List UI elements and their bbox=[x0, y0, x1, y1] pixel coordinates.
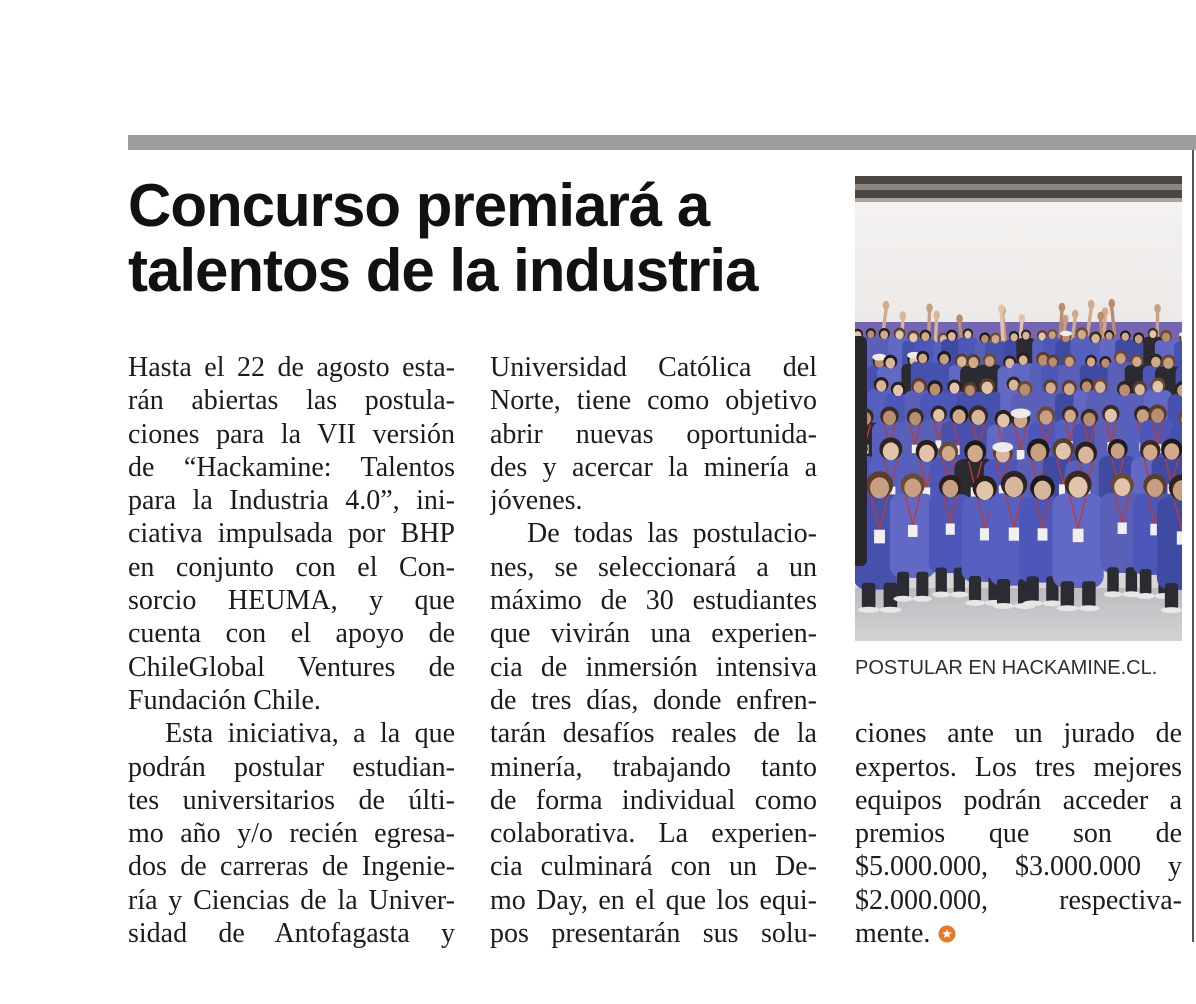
person-face bbox=[949, 383, 959, 394]
person-face bbox=[1064, 410, 1075, 423]
person-shoe bbox=[1104, 591, 1122, 597]
text-line: ChileGlobal Ventures de bbox=[128, 651, 455, 683]
person-face bbox=[914, 381, 925, 393]
person-face bbox=[870, 477, 889, 498]
text-line: sorcio HEUMA, y que bbox=[128, 585, 455, 617]
text-line: de forma individual como bbox=[490, 784, 817, 816]
person-face bbox=[1147, 479, 1163, 497]
person-leg bbox=[1107, 567, 1118, 593]
text-line: ría y Ciencias de la Univer- bbox=[128, 884, 455, 916]
text-line: $5.000.000, $3.000.000 y bbox=[855, 851, 1182, 883]
text-line: pos presentarán sus solu- bbox=[490, 918, 817, 950]
name-badge bbox=[946, 523, 955, 534]
person-face bbox=[1095, 381, 1105, 392]
person-face bbox=[876, 380, 886, 391]
text-line: des y acercar la minería a bbox=[490, 451, 817, 483]
person-shoe bbox=[1161, 607, 1182, 613]
raised-hand bbox=[933, 311, 940, 320]
person-face bbox=[985, 356, 994, 366]
person-face bbox=[918, 354, 927, 364]
person-face bbox=[1049, 357, 1057, 366]
person-face bbox=[942, 480, 958, 498]
text-line: mo Day, en el que los equi- bbox=[490, 884, 817, 916]
person-leg bbox=[897, 572, 909, 598]
raised-arm bbox=[935, 319, 936, 345]
person-face bbox=[948, 332, 956, 341]
text-line: que vivirán una experien- bbox=[490, 618, 817, 650]
person-face bbox=[1046, 383, 1056, 394]
text-line: cia culminará con un De- bbox=[490, 851, 817, 883]
text-line: equipos podrán acceder a bbox=[855, 784, 1182, 816]
raised-hand bbox=[883, 301, 890, 310]
raised-hand bbox=[900, 311, 907, 320]
text-line: tarán desafíos reales de la bbox=[490, 718, 817, 750]
name-badge bbox=[1009, 528, 1020, 541]
photo-ceiling-edge bbox=[855, 198, 1182, 202]
text-line: para la Industria 4.0”, ini- bbox=[128, 485, 455, 517]
person-shoe bbox=[880, 607, 902, 613]
person-face bbox=[1091, 334, 1099, 343]
raised-hand bbox=[956, 314, 963, 323]
person-leg bbox=[916, 572, 928, 598]
text-line bbox=[855, 917, 1182, 950]
person-leg bbox=[969, 576, 981, 602]
person-shoe bbox=[965, 600, 985, 606]
end-mark-icon bbox=[938, 925, 956, 943]
raised-hand bbox=[998, 305, 1005, 314]
raised-hand bbox=[1108, 299, 1115, 308]
person-face bbox=[1038, 355, 1048, 366]
raised-arm bbox=[1104, 316, 1105, 342]
person-face bbox=[1065, 357, 1074, 367]
text-line: de tres días, donde enfren- bbox=[490, 684, 817, 716]
person-face bbox=[976, 481, 993, 500]
person-shoe bbox=[913, 596, 932, 602]
person-face bbox=[1122, 333, 1129, 341]
person-face bbox=[1151, 357, 1161, 368]
raised-arm bbox=[1001, 313, 1002, 339]
person-cap bbox=[1011, 408, 1031, 418]
person-leg bbox=[1026, 576, 1038, 602]
person-face bbox=[997, 414, 1009, 428]
text-line: Hasta el 22 de agosto esta- bbox=[128, 352, 455, 383]
headline bbox=[128, 173, 757, 303]
end-mark-icon-graphic bbox=[938, 925, 956, 943]
raised-hand bbox=[1088, 300, 1095, 309]
person-face bbox=[1151, 408, 1164, 422]
person-face bbox=[1064, 383, 1075, 395]
person-face bbox=[1056, 443, 1071, 460]
name-badge bbox=[1177, 531, 1182, 544]
person-face bbox=[885, 358, 895, 369]
text-line: rán abiertas las postula- bbox=[128, 385, 455, 417]
name-badge bbox=[980, 528, 990, 540]
headline-line: Concurso premiará a bbox=[128, 172, 710, 239]
name-badge bbox=[1073, 529, 1084, 542]
person-face bbox=[880, 330, 888, 339]
person-leg bbox=[862, 583, 876, 609]
person-leg bbox=[997, 579, 1010, 605]
person-face bbox=[957, 356, 967, 367]
person-face bbox=[1087, 357, 1095, 366]
person-leg bbox=[884, 583, 898, 609]
person-leg bbox=[1165, 583, 1178, 609]
person-face bbox=[883, 411, 896, 425]
person-face bbox=[1034, 481, 1051, 500]
person-face bbox=[1010, 333, 1017, 341]
raised-hand bbox=[1154, 304, 1161, 313]
person-face bbox=[1009, 380, 1019, 391]
text-line-text: mente. bbox=[855, 918, 931, 950]
person-leg bbox=[936, 568, 947, 594]
name-badge bbox=[1038, 528, 1048, 540]
article-column-3 bbox=[855, 717, 1182, 950]
raised-hand bbox=[1059, 303, 1066, 312]
text-line: colaborativa. La experien- bbox=[490, 818, 817, 850]
person-face bbox=[1078, 446, 1093, 463]
text-line: De todas las postulacio- bbox=[527, 518, 817, 550]
person-face bbox=[921, 332, 929, 341]
person-face bbox=[1135, 335, 1143, 344]
person-face bbox=[1164, 443, 1179, 460]
person-face bbox=[971, 410, 985, 425]
person-face bbox=[1082, 381, 1092, 392]
text-line: cuenta con el apoyo de bbox=[128, 618, 455, 650]
person-leg bbox=[1082, 581, 1095, 607]
person-face bbox=[867, 330, 874, 338]
column-divider-rule bbox=[1192, 150, 1194, 942]
person-leg bbox=[1061, 581, 1074, 607]
group-photo bbox=[855, 176, 1182, 641]
person-face bbox=[1049, 331, 1056, 339]
person-face bbox=[1114, 478, 1130, 496]
person-face bbox=[992, 335, 1000, 344]
person-shoe bbox=[1057, 605, 1079, 611]
photo-caption: POSTULAR EN HACKAMINE.CL. bbox=[855, 657, 1158, 679]
person-face bbox=[1162, 333, 1170, 342]
person-face bbox=[942, 446, 956, 461]
text-line: podrán postular estudian- bbox=[128, 751, 455, 783]
name-badge bbox=[1017, 450, 1025, 460]
raised-hand bbox=[1072, 310, 1079, 319]
person-face bbox=[1106, 332, 1113, 340]
person-shoe bbox=[1136, 593, 1155, 599]
text-line: $2.000.000, respectiva- bbox=[855, 884, 1182, 916]
person-shoe bbox=[1023, 600, 1043, 606]
person-shoe bbox=[932, 592, 950, 598]
person-face bbox=[893, 385, 903, 396]
text-line: abrir nuevas oportunida- bbox=[490, 418, 817, 450]
text-line: en conjunto con el Con- bbox=[128, 551, 455, 583]
person-shoe bbox=[858, 607, 880, 613]
person-face bbox=[1119, 384, 1130, 396]
person-face bbox=[939, 354, 949, 365]
person-face bbox=[933, 409, 944, 422]
text-line: minería, trabajando tanto bbox=[490, 751, 817, 783]
person-face bbox=[1078, 330, 1086, 339]
person-face bbox=[1083, 413, 1095, 427]
person-face bbox=[1005, 477, 1023, 498]
text-line: Norte, tiene como objetivo bbox=[490, 385, 817, 417]
person-face bbox=[883, 442, 899, 460]
text-line: ciones ante un jurado de bbox=[855, 718, 1182, 750]
text-line: jóvenes. bbox=[490, 485, 583, 517]
headline-line: talentos de la industria bbox=[128, 237, 758, 304]
article-column-1 bbox=[128, 351, 455, 950]
person-face bbox=[1040, 410, 1053, 424]
text-line: de “Hackamine: Talentos bbox=[128, 451, 455, 483]
person-shoe bbox=[1078, 605, 1100, 611]
person-shoe bbox=[993, 603, 1014, 609]
photo-ceiling-strip bbox=[855, 184, 1182, 190]
person-face bbox=[1143, 444, 1157, 460]
text-line: expertos. Los tres mejores bbox=[855, 751, 1182, 783]
person-face bbox=[964, 331, 971, 339]
text-line: dos de carreras de Ingenie- bbox=[128, 851, 455, 883]
person-face bbox=[1149, 330, 1156, 338]
person-face bbox=[1022, 332, 1029, 340]
person-face bbox=[895, 330, 903, 339]
text-line: sidad de Antofagasta y bbox=[128, 918, 455, 950]
article-photo bbox=[855, 176, 1182, 641]
raised-hand bbox=[1019, 314, 1026, 323]
person-face bbox=[981, 335, 989, 343]
person-face bbox=[1105, 409, 1117, 423]
person-face bbox=[1132, 357, 1141, 367]
person-face bbox=[1030, 444, 1046, 462]
person-face bbox=[982, 382, 993, 394]
person-face bbox=[1111, 443, 1125, 459]
person-face bbox=[904, 478, 921, 497]
person-face bbox=[1135, 384, 1145, 395]
person-face bbox=[967, 445, 982, 462]
person-face bbox=[909, 412, 921, 425]
person-shoe bbox=[950, 592, 968, 598]
edge-figure bbox=[855, 336, 867, 566]
person-face bbox=[1116, 353, 1126, 364]
text-line: cia de inmersión intensiva bbox=[490, 651, 817, 683]
person-leg bbox=[1140, 569, 1152, 595]
raised-hand bbox=[926, 303, 933, 312]
text-line: ciativa impulsada por BHP bbox=[128, 518, 455, 550]
text-line: Esta iniciativa, a la que bbox=[165, 718, 455, 750]
text-line: ciones para la VII versión bbox=[128, 418, 455, 450]
person-cap bbox=[992, 442, 1013, 452]
crowd bbox=[855, 299, 1182, 613]
person-face bbox=[1153, 381, 1163, 393]
text-line: Universidad Católica del bbox=[490, 352, 817, 383]
name-badge bbox=[908, 525, 918, 537]
article-column-2 bbox=[490, 351, 817, 950]
person-shoe bbox=[893, 596, 912, 602]
raised-hand bbox=[1097, 311, 1104, 320]
person-shoe bbox=[1043, 600, 1063, 606]
name-badge bbox=[1118, 522, 1127, 533]
text-line: Fundación Chile. bbox=[128, 684, 321, 716]
person-face bbox=[919, 445, 934, 462]
text-line: tes universitarios de últi- bbox=[128, 784, 455, 816]
person-face bbox=[1163, 358, 1173, 369]
person-face bbox=[930, 384, 941, 396]
person-face bbox=[1020, 384, 1031, 396]
text-line: mo año y/o recién egresa- bbox=[128, 818, 455, 850]
text-line: nes, se seleccionará a un bbox=[490, 551, 817, 583]
person-face bbox=[965, 385, 975, 396]
top-section-rule bbox=[128, 135, 1196, 150]
text-line: premios que son de bbox=[855, 818, 1182, 850]
person-face bbox=[969, 357, 979, 368]
person-cap bbox=[1060, 331, 1072, 337]
person-face bbox=[1069, 477, 1088, 498]
person-face bbox=[953, 409, 966, 424]
name-badge bbox=[874, 530, 885, 544]
person-face bbox=[1019, 355, 1028, 365]
text-line: máximo de 30 estudiantes bbox=[490, 585, 817, 617]
